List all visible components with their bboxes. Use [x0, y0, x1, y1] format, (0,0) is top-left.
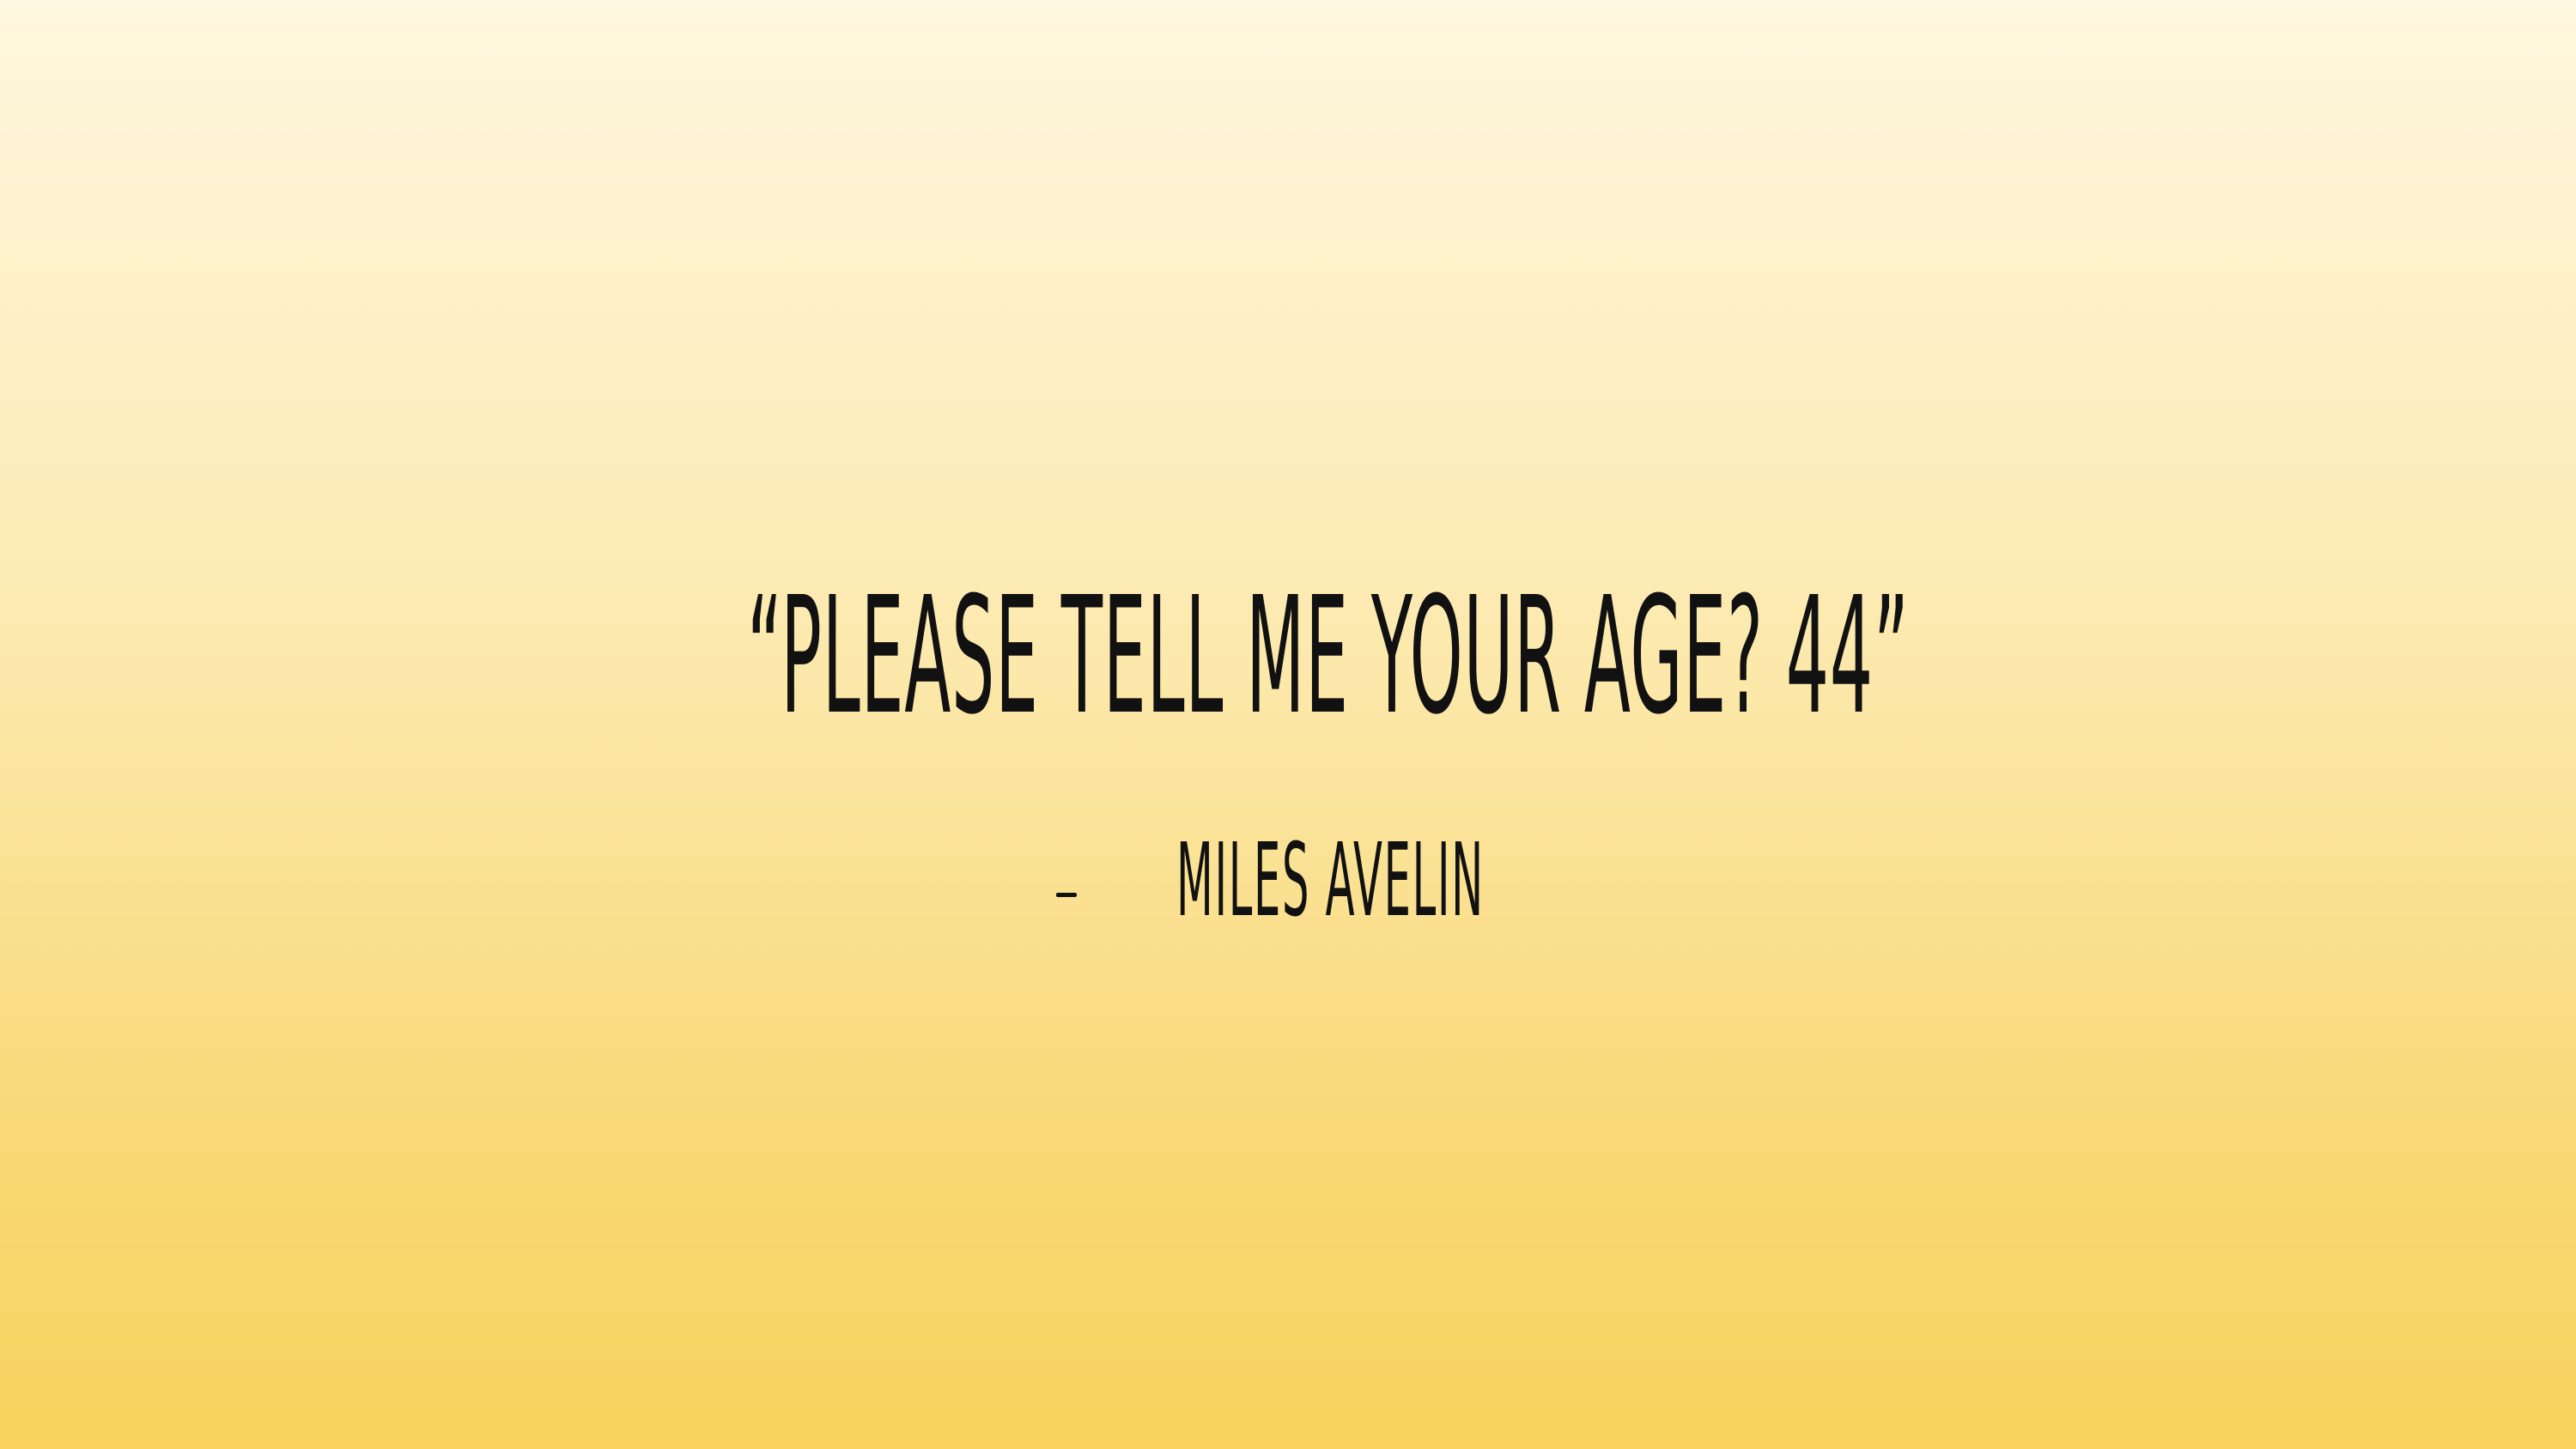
attribution-dash — [1056, 893, 1077, 897]
author-name: MILES AVELIN — [1176, 821, 1485, 939]
quote-text: “PLEASE TELL ME YOUR AGE? 44” — [747, 562, 1910, 750]
